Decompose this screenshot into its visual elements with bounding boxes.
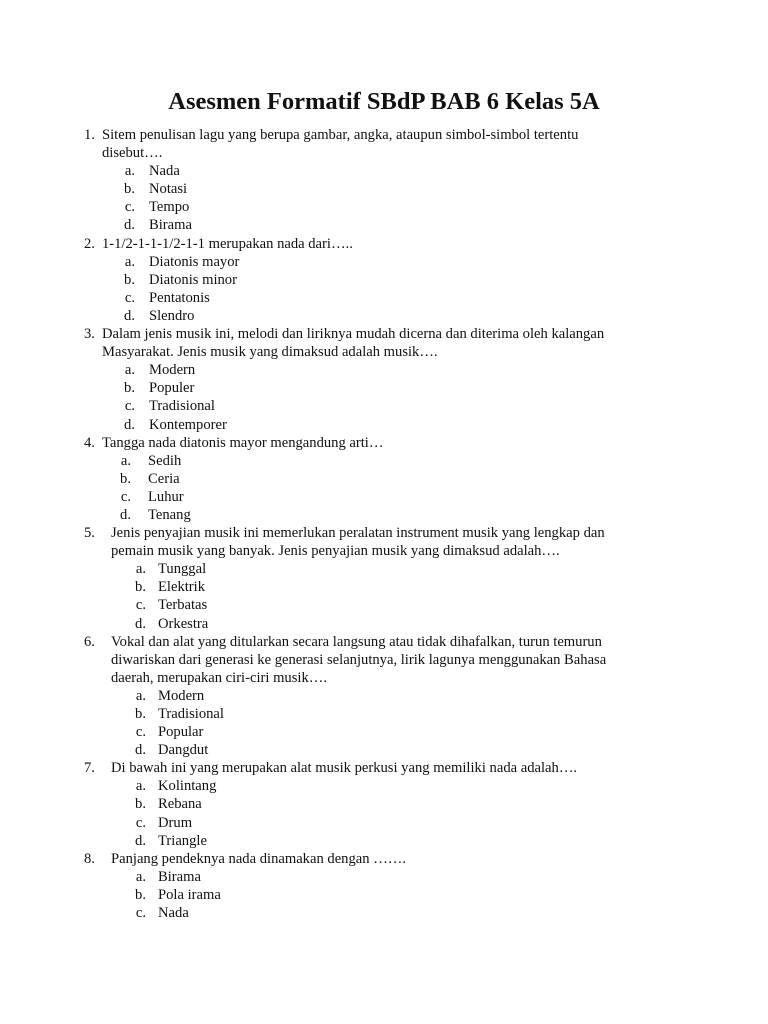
question-text-line: Jenis penyajian musik ini memerlukan peralatan instrument musik yang lengkap dan	[111, 525, 605, 542]
option-text: Notasi	[149, 181, 188, 198]
question-8	[0, 850, 768, 922]
option-d	[0, 416, 768, 434]
option-d	[0, 615, 768, 633]
option-a	[0, 777, 768, 795]
question-number: 6.	[84, 633, 95, 650]
option-list	[0, 452, 768, 524]
option-b	[0, 795, 768, 813]
option-text: Tenang	[148, 506, 191, 523]
option-c	[0, 904, 768, 922]
option-letter: c.	[124, 398, 135, 415]
option-letter: d.	[120, 506, 131, 523]
question-text-line: disebut….	[102, 145, 163, 162]
option-letter: d.	[135, 832, 146, 849]
option-text: Diatonis minor	[149, 271, 237, 288]
option-text: Kontemporer	[149, 416, 227, 433]
question-3	[0, 325, 768, 434]
option-letter: b.	[124, 181, 135, 198]
question-number: 2.	[84, 235, 95, 252]
option-text: Tempo	[149, 199, 190, 216]
question-1	[0, 126, 768, 235]
question-text-line: Masyarakat. Jenis musik yang dimaksud adalah musik….	[102, 344, 438, 361]
option-text: Pola irama	[158, 886, 221, 903]
option-text: Luhur	[148, 488, 184, 505]
option-text: Dangdut	[158, 742, 209, 759]
question-5	[0, 524, 768, 633]
option-c	[0, 723, 768, 741]
option-letter: b.	[135, 579, 146, 596]
question-text-line: Di bawah ini yang merupakan alat musik perkusi yang memiliki nada adalah….	[111, 760, 578, 777]
option-text: Popular	[158, 724, 204, 741]
option-letter: c.	[120, 488, 131, 505]
option-a	[0, 361, 768, 379]
option-letter: d.	[135, 742, 146, 759]
question-text-line: Panjang pendeknya nada dinamakan dengan …….	[111, 850, 407, 867]
option-d	[0, 741, 768, 759]
option-text: Ceria	[148, 470, 180, 487]
option-d	[0, 832, 768, 850]
question-2	[0, 235, 768, 325]
question-text-line: Sitem penulisan lagu yang berupa gambar, angka, ataupun simbol-simbol tertentu	[102, 127, 579, 143]
option-c	[0, 814, 768, 832]
option-letter: c.	[124, 289, 135, 306]
question-6	[0, 633, 768, 760]
option-list	[0, 687, 768, 759]
option-letter: a.	[135, 561, 146, 578]
option-letter: b.	[135, 796, 146, 813]
option-list	[0, 777, 768, 849]
option-letter: a.	[135, 868, 146, 885]
option-letter: a.	[124, 253, 135, 270]
option-letter: a.	[135, 687, 146, 704]
option-text: Populer	[149, 380, 195, 397]
option-letter: d.	[124, 217, 135, 234]
option-text: Triangle	[158, 832, 207, 849]
option-c	[0, 596, 768, 614]
option-text: Sedih	[148, 452, 182, 469]
option-list	[0, 162, 768, 234]
option-letter: b.	[124, 271, 135, 288]
option-letter: d.	[124, 307, 135, 324]
option-c	[0, 488, 768, 506]
option-text: Nada	[158, 905, 189, 922]
option-a	[0, 868, 768, 886]
option-c	[0, 289, 768, 307]
option-letter: d.	[135, 615, 146, 632]
option-letter: c.	[135, 597, 146, 614]
question-list	[0, 126, 768, 922]
option-letter: b.	[120, 470, 131, 487]
option-letter: a.	[135, 778, 146, 795]
option-d	[0, 506, 768, 524]
option-text: Tunggal	[158, 561, 207, 578]
option-a	[0, 162, 768, 180]
option-text: Modern	[158, 687, 205, 704]
option-text: Rebana	[158, 796, 202, 813]
option-b	[0, 180, 768, 198]
option-list	[0, 253, 768, 325]
option-text: Kolintang	[158, 778, 217, 795]
question-text-line: daerah, merupakan ciri-ciri musik….	[111, 669, 327, 686]
option-text: Slendro	[149, 307, 195, 324]
option-letter: b.	[124, 380, 135, 397]
option-text: Orkestra	[158, 615, 209, 632]
option-b	[0, 379, 768, 397]
question-text-line: diwariskan dari generasi ke generasi selanjutnya, lirik lagunya menggunakan Bahasa	[111, 651, 607, 668]
option-d	[0, 307, 768, 325]
option-list	[0, 361, 768, 433]
question-number: 7.	[84, 760, 95, 777]
option-text: Birama	[158, 868, 201, 885]
option-letter: c.	[135, 724, 146, 741]
option-text: Diatonis mayor	[149, 253, 240, 270]
question-4	[0, 434, 768, 524]
option-b	[0, 271, 768, 289]
question-number: 8.	[84, 850, 95, 867]
option-text: Birama	[149, 217, 192, 234]
question-text-line: Vokal dan alat yang ditularkan secara langsung atau tidak dihafalkan, turun temurun	[111, 633, 602, 650]
option-d	[0, 216, 768, 234]
question-text-line: 1-1/2-1-1-1/2-1-1 merupakan nada dari…..	[102, 235, 353, 252]
question-7	[0, 759, 768, 849]
option-text: Elektrik	[158, 579, 206, 596]
option-text: Nada	[149, 163, 180, 180]
option-letter: b.	[135, 886, 146, 903]
option-letter: c.	[135, 814, 146, 831]
question-number: 5.	[84, 525, 95, 542]
option-b	[0, 578, 768, 596]
question-text-line: Dalam jenis musik ini, melodi dan liriknya mudah dicerna dan diterima oleh kalangan	[102, 326, 605, 343]
option-letter: a.	[124, 362, 135, 379]
option-text: Tradisional	[158, 706, 224, 722]
option-text: Terbatas	[158, 597, 208, 614]
option-text: Pentatonis	[149, 289, 210, 306]
option-letter: a.	[124, 163, 135, 180]
question-text-line: pemain musik yang banyak. Jenis penyajian musik yang dimaksud adalah….	[111, 543, 560, 560]
question-text-line: Tangga nada diatonis mayor mengandung arti…	[102, 434, 384, 451]
option-c	[0, 397, 768, 415]
option-letter: c.	[135, 905, 146, 922]
option-letter: c.	[124, 199, 135, 216]
option-b	[0, 705, 768, 723]
question-number: 1.	[84, 127, 95, 143]
option-a	[0, 452, 768, 470]
option-a	[0, 560, 768, 578]
question-number: 4.	[84, 434, 95, 451]
option-letter: a.	[120, 452, 131, 469]
option-a	[0, 687, 768, 705]
option-letter: b.	[135, 706, 146, 722]
option-text: Modern	[149, 362, 196, 379]
option-text: Tradisional	[149, 398, 215, 415]
option-c	[0, 198, 768, 216]
option-list	[0, 868, 768, 922]
option-b	[0, 886, 768, 904]
question-number: 3.	[84, 326, 95, 343]
option-letter: d.	[124, 416, 135, 433]
option-a	[0, 253, 768, 271]
page-title: Asesmen Formatif SBdP BAB 6 Kelas 5A	[168, 88, 600, 115]
option-text: Drum	[158, 814, 193, 831]
option-list	[0, 560, 768, 632]
option-b	[0, 470, 768, 488]
